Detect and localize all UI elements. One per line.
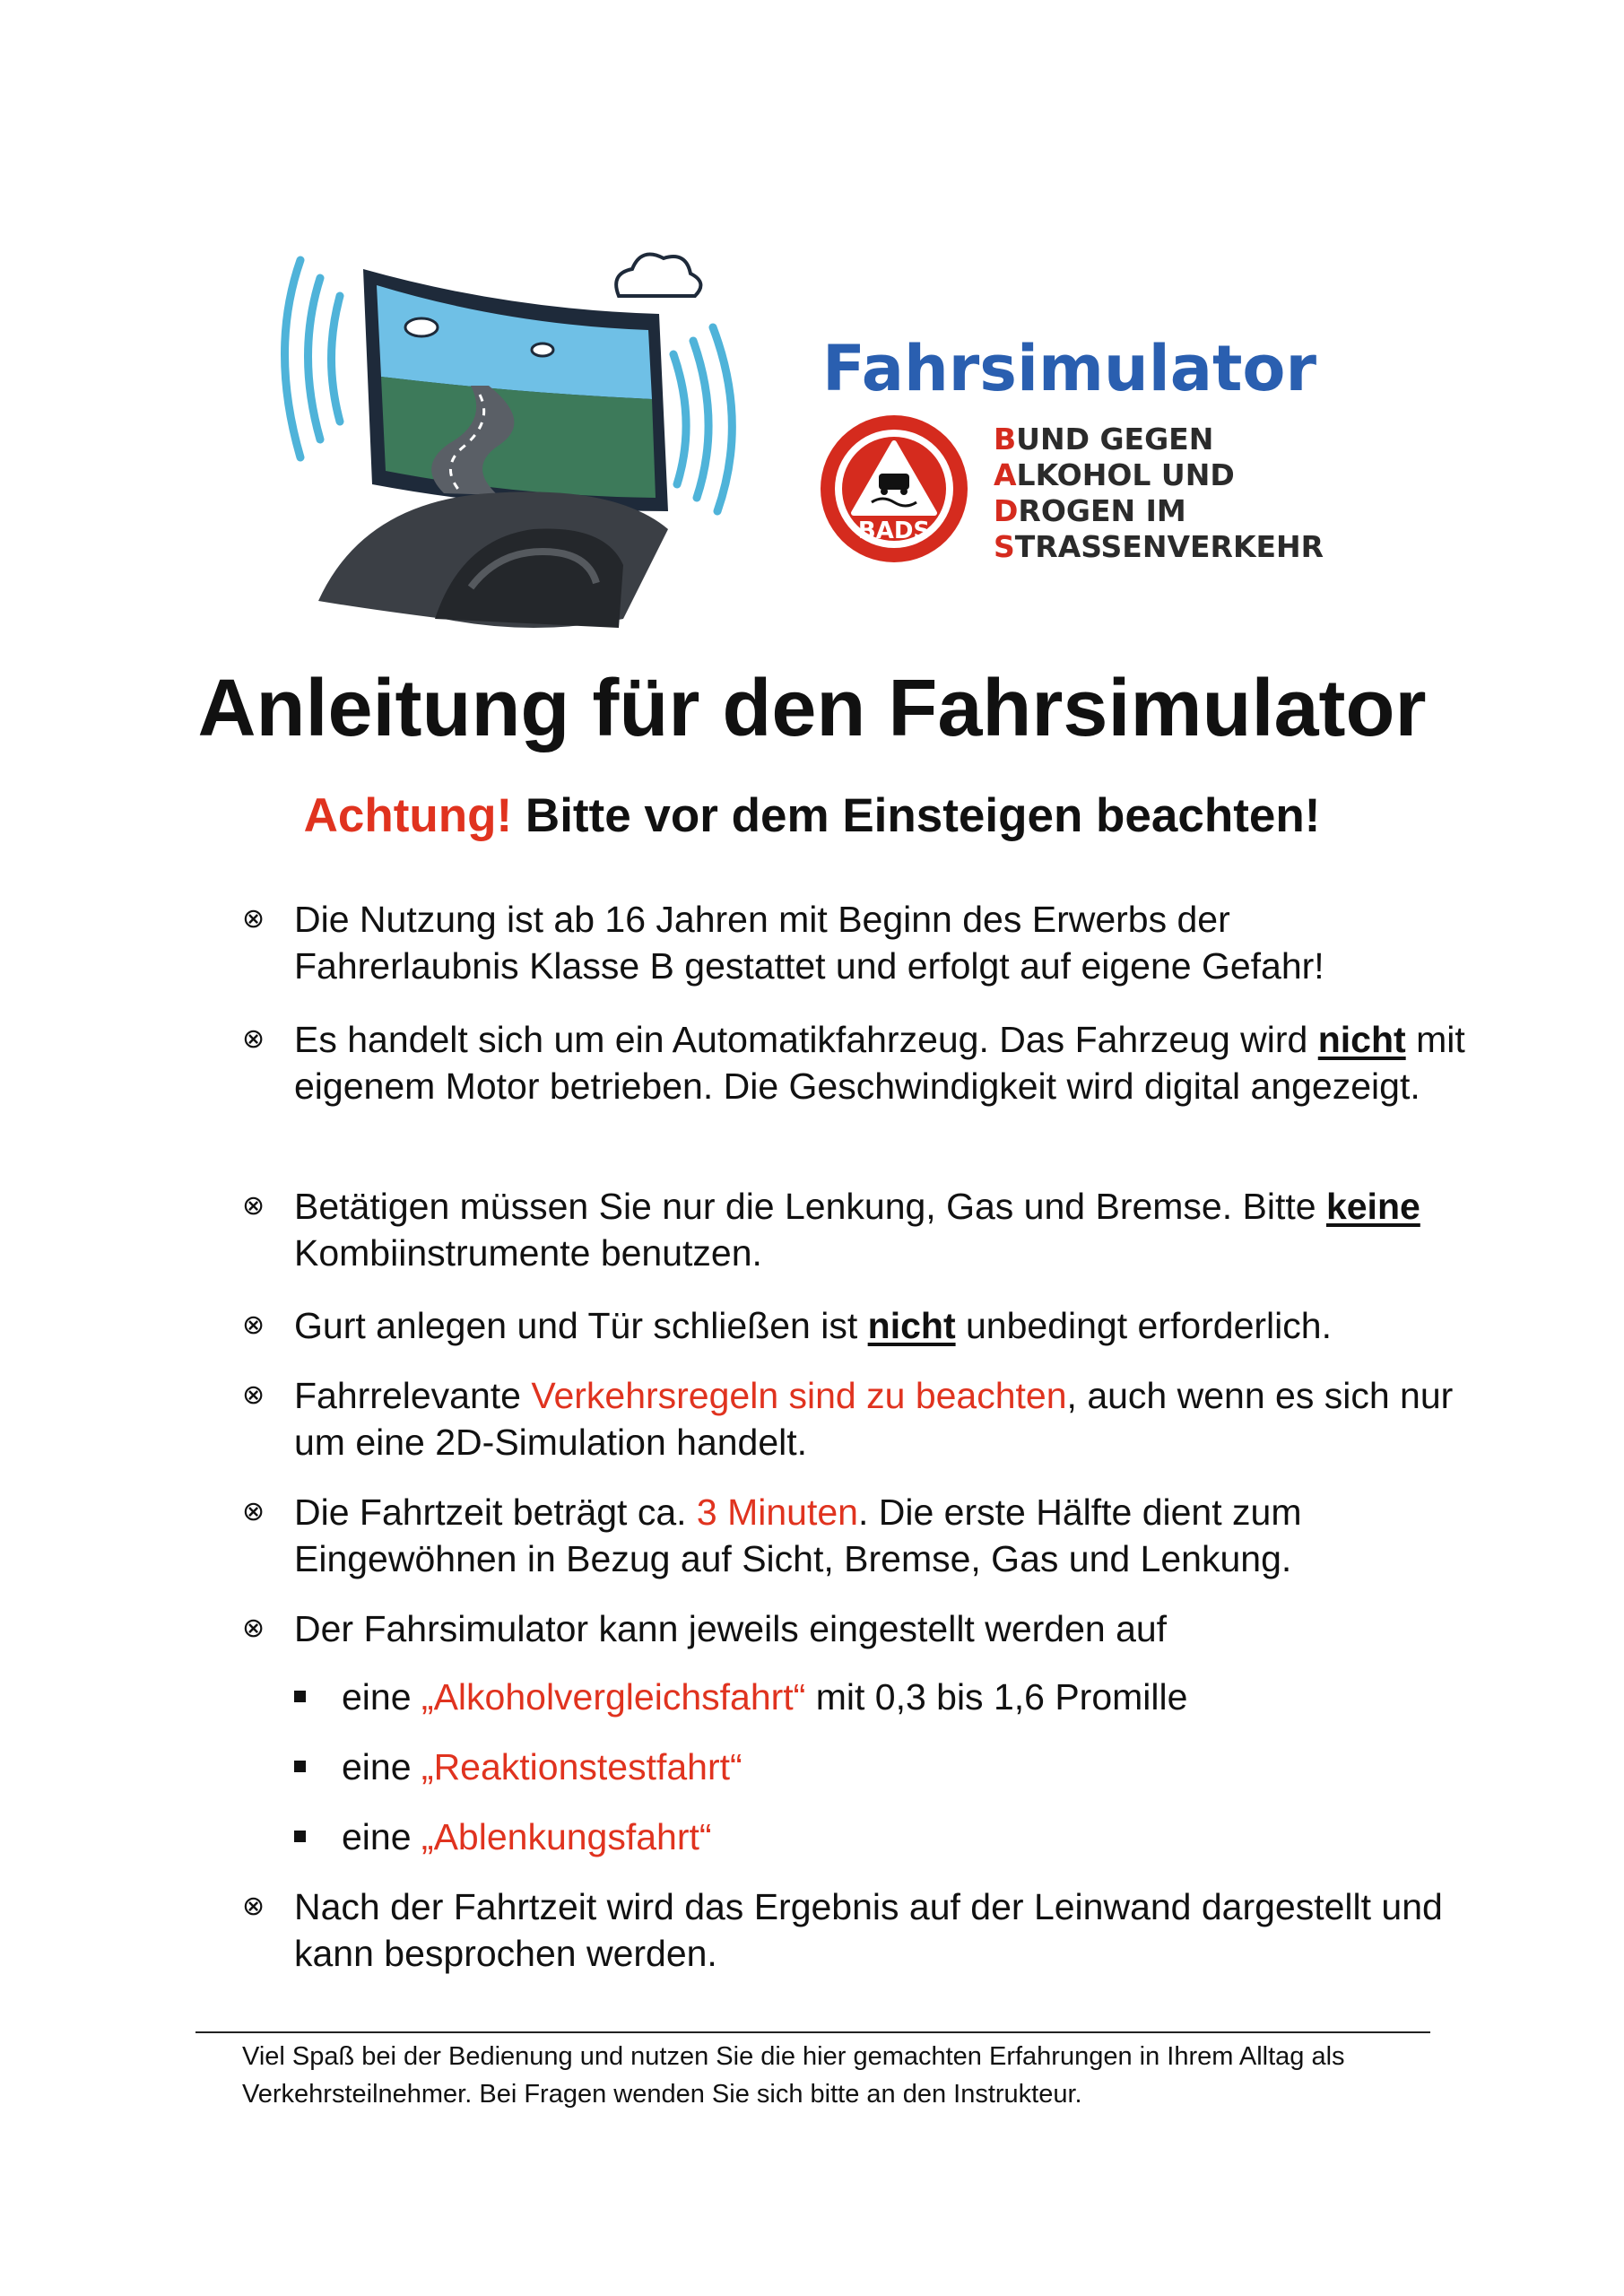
text-run: eine	[342, 1676, 421, 1718]
highlight-text: „Reaktionstestfahrt“	[421, 1746, 743, 1787]
circled-x-icon: ⊗	[242, 1309, 265, 1341]
text-run: Kombiinstrumente benutzen.	[294, 1232, 762, 1274]
list-item	[242, 1489, 1471, 1582]
footer-divider	[195, 2031, 1430, 2033]
circled-x-icon: ⊗	[242, 1023, 265, 1055]
highlight-text: 3 Minuten	[696, 1492, 858, 1533]
list-item-text: Nach der Fahrtzeit wird das Ergebnis auf der Leinwand dargestellt und kann besprochen werden.	[294, 1886, 1443, 1974]
text-run: eine	[342, 1746, 421, 1787]
list-item-text	[294, 1302, 1471, 1349]
org-line	[994, 457, 1324, 493]
list-item	[242, 896, 1471, 989]
text-run: , auch wenn es sich nur um eine 2D-Simulation handelt.	[294, 1375, 1454, 1463]
organization-name	[994, 422, 1324, 565]
org-initial: D	[994, 493, 1019, 528]
text-run: mit 0,3 bis 1,6 Promille	[805, 1676, 1188, 1718]
circled-x-icon: ⊗	[242, 1613, 265, 1644]
circled-x-icon: ⊗	[242, 903, 265, 935]
org-line-rest: TRASSENVERKEHR	[1014, 529, 1324, 564]
emphasis-text: keine	[1325, 1186, 1420, 1227]
subtitle-rest: Bitte vor dem Einsteigen beachten!	[512, 789, 1321, 842]
text-run: Betätigen müssen Sie nur die Lenkung, Gas und Bremse. Bitte	[294, 1186, 1326, 1227]
bads-badge-text: BADS	[857, 517, 931, 544]
text-line: Die Nutzung ist ab 16 Jahren mit Beginn des Erwerbs der	[294, 899, 1230, 940]
text-run: Die Fahrtzeit beträgt ca.	[294, 1492, 697, 1533]
list-item	[242, 1883, 1471, 1977]
org-initial: B	[994, 422, 1017, 457]
circled-x-icon: ⊗	[242, 1496, 265, 1527]
driving-simulator-illustration	[265, 242, 767, 646]
org-line	[994, 422, 1324, 457]
page-title: Anleitung für den Fahrsimulator	[197, 664, 1427, 753]
circled-x-icon: ⊗	[242, 1190, 265, 1222]
list-item	[242, 1605, 1471, 1652]
text-run: unbedingt erforderlich.	[955, 1305, 1332, 1346]
square-bullet-icon	[294, 1761, 306, 1772]
list-item-text: Der Fahrsimulator kann jeweils eingestellt werden auf	[294, 1608, 1168, 1649]
highlight-text: Verkehrsregeln sind zu beachten	[531, 1375, 1067, 1416]
text-run: Es handelt sich um ein Automatikfahrzeug. Das Fahrzeug wird	[294, 1019, 1318, 1060]
text-run: Fahrrelevante	[294, 1375, 532, 1416]
footer-note: Viel Spaß bei der Bedienung und nutzen Sie die hier gemachten Erfahrungen in Ihrem Alltag als Verkehrsteilnehmer. Bei Fragen wenden Sie sich bitte an den Instrukteur.	[242, 2042, 1345, 2109]
list-item	[242, 1016, 1471, 1109]
list-item	[242, 1372, 1471, 1465]
org-line	[994, 529, 1324, 565]
list-item-text	[294, 1016, 1471, 1109]
org-line-rest: ROGEN IM	[1018, 493, 1186, 528]
list-item	[242, 1183, 1471, 1276]
highlight-text: „Alkoholvergleichsfahrt“	[421, 1676, 806, 1718]
org-line	[994, 493, 1324, 529]
text-line: Fahrerlaubnis Klasse B gestattet und erfolgt auf eigene Gefahr!	[294, 945, 1324, 987]
circled-x-icon: ⊗	[242, 1891, 265, 1922]
sub-list-item	[294, 1744, 743, 1790]
highlight-text: „Ablenkungsfahrt“	[421, 1816, 712, 1857]
text-run: Gurt anlegen und Tür schließen ist	[294, 1305, 868, 1346]
org-line-rest: LKOHOL UND	[1016, 457, 1235, 492]
list-item-text	[294, 1372, 1471, 1465]
list-item-text	[294, 1489, 1471, 1582]
emphasis-text: nicht	[1317, 1019, 1406, 1060]
text-run: mit eigenem Motor betrieben. Die Geschwindigkeit wird digital angezeigt.	[294, 1019, 1465, 1107]
list-item-text	[294, 1183, 1471, 1276]
square-bullet-icon	[294, 1831, 306, 1842]
brand-title: Fahrsimulator	[822, 332, 1317, 405]
list-item-text	[294, 896, 1471, 989]
sub-list-item	[294, 1674, 1187, 1720]
org-line-rest: UND GEGEN	[1016, 422, 1214, 457]
text-run: . Die erste Hälfte dient zum Eingewöhnen in Bezug auf Sicht, Bremse, Gas und Lenkung.	[294, 1492, 1302, 1579]
page-subtitle	[0, 785, 1624, 848]
org-initial: S	[994, 529, 1015, 564]
circled-x-icon: ⊗	[242, 1379, 265, 1411]
text-run: eine	[342, 1816, 421, 1857]
org-initial: A	[994, 457, 1017, 492]
bads-warning-logo	[818, 413, 970, 565]
list-item	[242, 1302, 1471, 1349]
emphasis-text: nicht	[867, 1305, 956, 1346]
warning-word: Achtung!	[303, 789, 513, 842]
square-bullet-icon	[294, 1691, 306, 1702]
sub-list-item	[294, 1813, 712, 1860]
